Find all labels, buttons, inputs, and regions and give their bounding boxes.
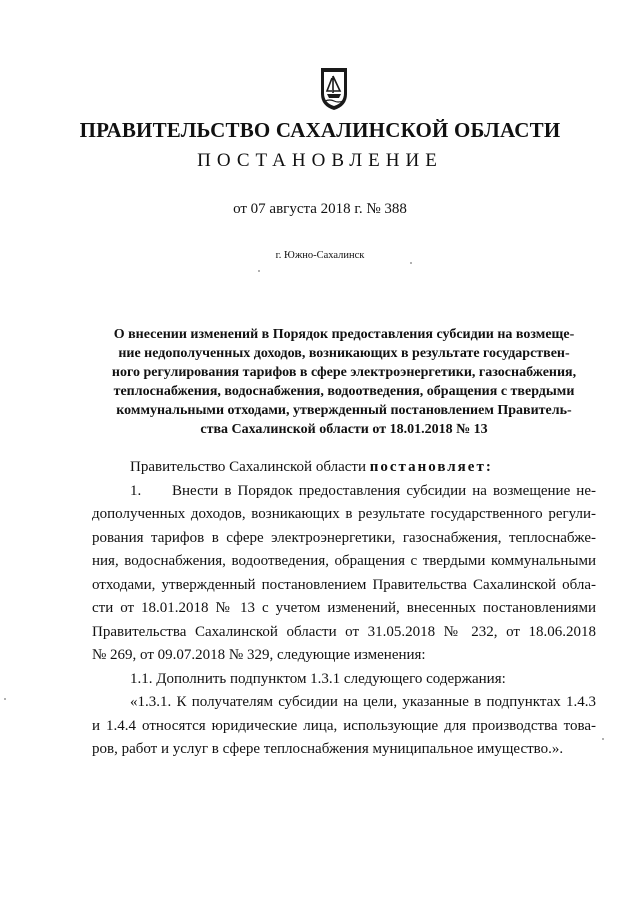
document-date-number: от 07 августа 2018 г. № 388 — [233, 201, 407, 217]
paragraph-line: № 269, от 09.07.2018 № 329, следующие изменения: — [92, 647, 426, 663]
quote-last-line: ров, работ и услуг в сфере теплоснабжения муниципальное имущество.». — [92, 741, 564, 757]
scan-speck — [410, 262, 412, 264]
preamble-emphasis: постановляет: — [369, 459, 493, 475]
scan-speck — [4, 698, 6, 700]
preamble — [92, 456, 596, 480]
scan-speck — [258, 270, 260, 272]
item-1-first-line — [92, 480, 596, 504]
government-name: ПРАВИТЕЛЬСТВО САХАЛИНСКОЙ ОБЛАСТИ — [79, 118, 561, 142]
heading-line: ства Сахалинской области от 18.01.2018 № 13 — [200, 422, 488, 437]
paragraph-line: дополученных доходов, возникающих в результате государственного регули- — [92, 506, 596, 522]
heading-line: коммунальными отходами, утвержденный постановлением Правитель- — [116, 403, 572, 418]
paragraph-line: сти от 18.01.2018 № 13 с учетом изменений, внесенных постановлениями — [92, 600, 596, 616]
item-1-1: 1.1. Дополнить подпунктом 1.3.1 следующего содержания: — [130, 670, 506, 687]
heading-line: ного регулирования тарифов в сфере электроэнергетики, газоснабжения, — [111, 365, 577, 380]
preamble-text: Правительство Сахалинской области — [130, 459, 370, 475]
quote-first-line: «1.3.1. К получателям субсидии на цели, указанные в подпунктах 1.4.3 — [130, 694, 596, 710]
paragraph-line: отходами, утвержденный постановлением Правительства Сахалинской обла- — [92, 576, 596, 593]
paragraph-line: Правительства Сахалинской области от 31.05.2018 № 232, от 18.06.2018 — [92, 623, 596, 640]
item-1-text: Внести в Порядок предоставления субсидии на возмещение не- — [172, 482, 596, 499]
paragraph-line: ния, водоснабжения, водоотведения, обращения с твердыми коммунальными — [92, 553, 596, 569]
scan-speck — [602, 738, 604, 740]
heading-line: теплоснабжения, водоснабжения, водоотведения, обращения с твердыми — [113, 384, 575, 399]
document-city: г. Южно-Сахалинск — [275, 250, 365, 261]
item-1-number: 1. — [130, 482, 142, 499]
document-body — [92, 456, 596, 762]
document-type: ПОСТАНОВЛЕНИЕ — [197, 150, 443, 171]
quote-line: и 1.4.4 относятся юридические лица, использующие для производства това- — [92, 717, 596, 734]
heading-line: ние недополученных доходов, возникающих в результате государствен- — [118, 346, 570, 361]
heading-line: О внесении изменений в Порядок предоставления субсидии на возмеще- — [113, 327, 575, 342]
paragraph-line: рования тарифов в сфере электроэнергетики, газоснабжения, теплоснабже- — [92, 529, 596, 546]
document-heading — [92, 325, 596, 439]
coat-of-arms-icon — [318, 64, 350, 112]
